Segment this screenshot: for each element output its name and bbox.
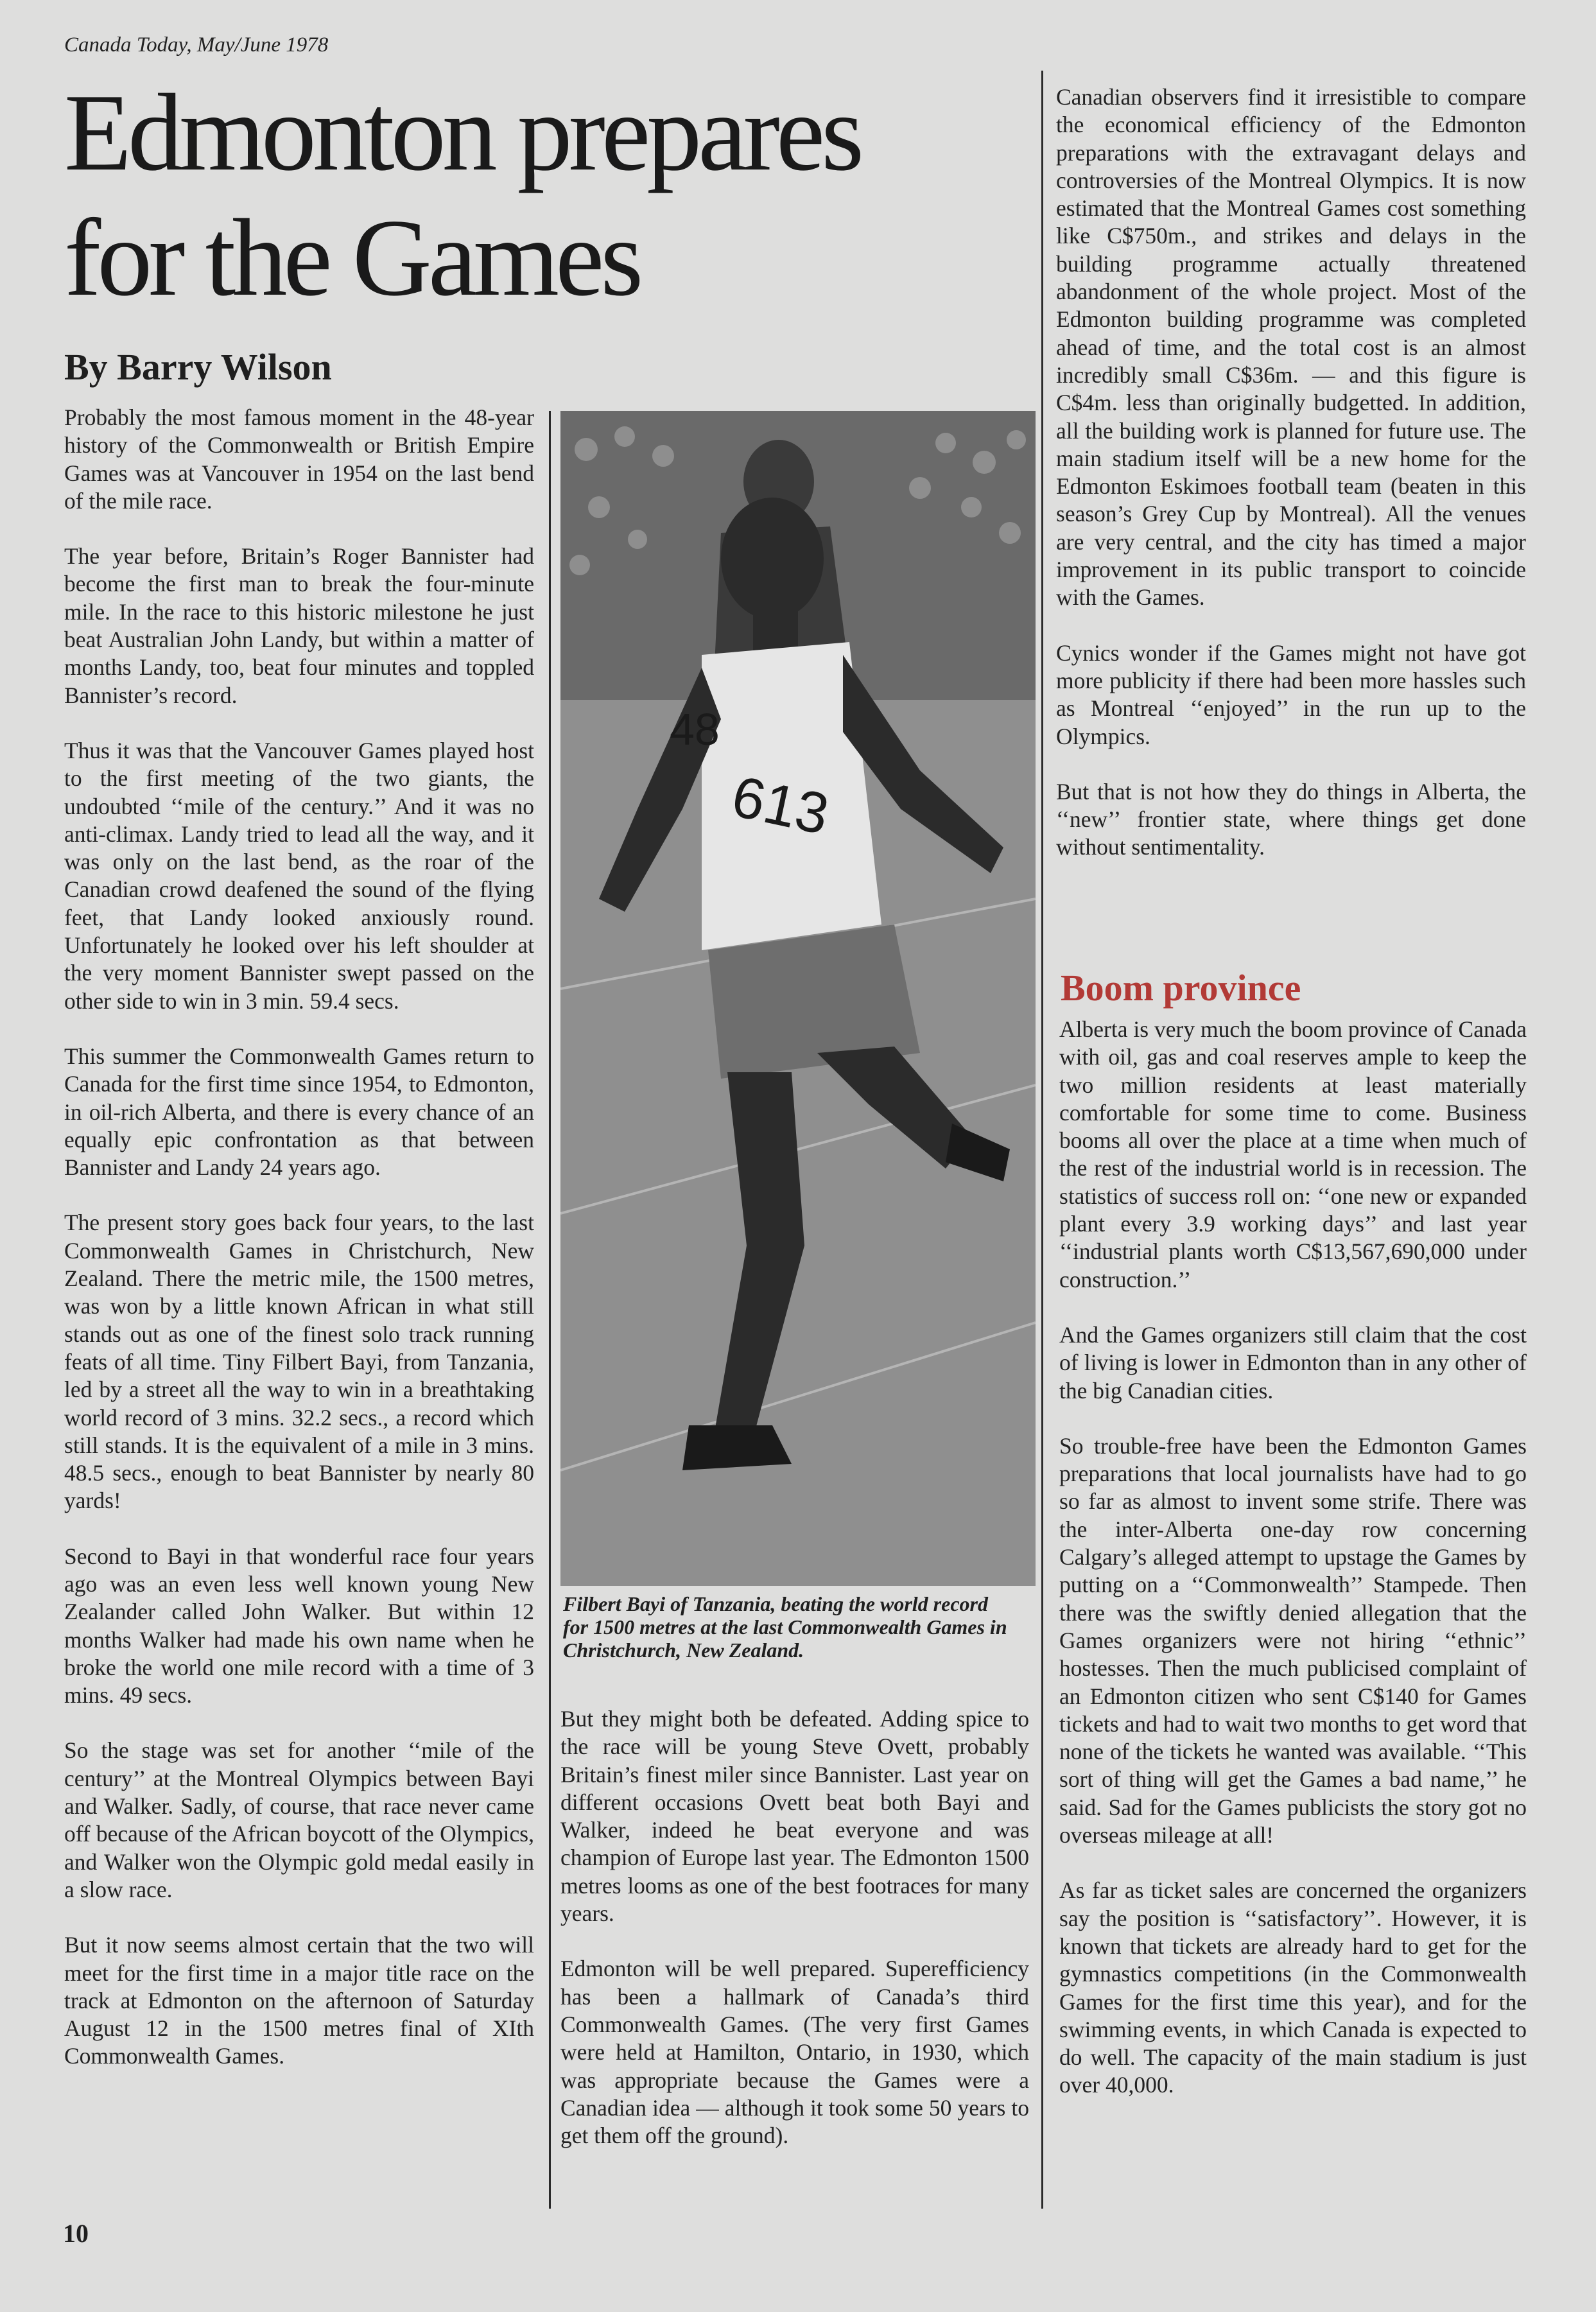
column-right <box>1056 83 1526 889</box>
byline: By Barry Wilson <box>64 346 332 388</box>
runner-photo <box>560 411 1036 1586</box>
column-right-boom-province <box>1059 1016 1527 2127</box>
paragraph: So trouble-free have been the Edmonton Games preparations that local journalists have had to go so far as almost to invent some strife. There was the inter-Alberta one-day row concerning Calgary’s alleged attempt to upstage the Games by putting on a ‘‘Commonwealth’’ Stampede. Then there was the swiftly denied allegation that the Games organizers were not hiring ‘‘ethnic’’ hostesses. Then the much publicised complaint of an Edmonton citizen who sent C$140 for Games tickets and had to wait two months to get word that none of the tickets he wanted was available. ‘‘This sort of thing will get the Games a bad name,’’ he said. Sad for the Games publicists the story got no overseas mileage at all! <box>1059 1432 1527 1848</box>
runner-bib-front: 613 <box>726 764 835 847</box>
paragraph: But that is not how they do things in Alberta, the ‘‘new’’ frontier state, where things get done without sentimentality. <box>1056 778 1526 860</box>
paragraph: And the Games organizers still claim that the cost of living is lower in Edmonton than in any other of the big Canadian cities. <box>1059 1321 1527 1404</box>
paragraph: The year before, Britain’s Roger Bannister had become the first man to break the four-minute mile. In the race to this historic milestone he just beat Australian John Landy, but within a matter of months Landy, too, beat four minutes and toppled Bannister’s record. <box>64 543 534 708</box>
photo-caption: Filbert Bayi of Tanzania, beating the world record for 1500 metres at the last Commonwealth Games in Christchurch, New Zealand. <box>563 1592 1007 1662</box>
paragraph: As far as ticket sales are concerned the organizers say the position is ‘‘satisfactory’’. However, it is known that tickets are already hard to get for the gymnastics competitions (in the Commonwealth Games for the first time this year), and for the swimming events, in which Canada is expected to do well. The capacity of the main stadium is just over 40,000. <box>1059 1877 1527 2098</box>
column-middle <box>560 1705 1029 2177</box>
paragraph: Thus it was that the Vancouver Games played host to the first meeting of the two giants, the undoubted ‘‘mile of the century.’’ And it was no anti-climax. Landy tried to lead all the way, and it was only on the last bend, as the roar of the Canadian crowd deafened the sound of the flying feet, that Landy looked anxiously round. Unfortunately he looked over his left shoulder at the very moment Bannister swept passed on the other side to win in 3 min. 59.4 secs. <box>64 737 534 1014</box>
paragraph: So the stage was set for another ‘‘mile of the century’’ at the Montreal Olympics between Bayi and Walker. Sadly, of course, that race never came off because of the African boycott of the Olympics, and Walker won the Olympic gold medal easily in a slow race. <box>64 1737 534 1902</box>
paragraph: But they might both be defeated. Adding spice to the race will be young Steve Ovett, probably Britain’s finest miler since Bannister. Last year on different occasions Ovett beat both Bayi and Walker, indeed he beat everyone and was champion of Europe last year. The Edmonton 1500 metres looms as one of the best footraces for many years. <box>560 1706 1029 1927</box>
paragraph: Probably the most famous moment in the 48-year history of the Commonwealth or British Empire Games was at Vancouver in 1954 on the last bend of the mile race. <box>64 404 534 514</box>
column-left <box>64 404 534 2098</box>
paragraph: The present story goes back four years, to the last Commonwealth Games in Christchurch, New Zealand. There the metric mile, the 1500 metres, was won by a little known African in what still stands out as one of the finest solo track running feats of all time. Tiny Filbert Bayi, from Tanzania, led by a street all the way to win in a breathtaking world record of 3 mins. 32.2 secs., a record which still stands. It is the equivalent of a mile in 3 mins. 48.5 secs., enough to beat Bannister by nearly 80 yards! <box>64 1210 534 1514</box>
paragraph: But it now seems almost certain that the two will meet for the first time in a major title race on the track at Edmonton on the afternoon of Saturday August 12 in the 1500 metres final of XIth Commonwealth Games. <box>64 1932 534 2069</box>
column-divider <box>549 411 551 2209</box>
paragraph: Cynics wonder if the Games might not have got more publicity if there had been more hassles such as Montreal ‘‘enjoyed’’ in the run up to the Olympics. <box>1056 639 1526 749</box>
column-divider <box>1041 71 1043 2209</box>
page-number: 10 <box>63 2219 89 2248</box>
paragraph: Second to Bayi in that wonderful race four years ago was an even less well known young New Zealander called John Walker. But within 12 months Walker had made his own name when he broke the world one mile record with a time of 3 mins. 49 secs. <box>64 1543 534 1708</box>
runner-photo-illustration <box>560 411 1036 1586</box>
running-head: Canada Today, May/June 1978 <box>64 33 329 56</box>
runner-bib-back: 48 <box>670 704 720 754</box>
headline: Edmonton prepares for the Games <box>64 72 861 319</box>
paragraph: Alberta is very much the boom province of Canada with oil, gas and coal reserves ample to keep the two million residents at least materially comfortable for some time to come. Business booms all over the place at a time when much of the rest of the industrial world is in recession. The statistics of success roll on: ‘‘one new or expanded plant every 3.9 working days’’ and last year ‘‘industrial plants worth C$13,567,690,000 under construction.’’ <box>1059 1016 1527 1292</box>
paragraph: Edmonton will be well prepared. Superefficiency has been a hallmark of Canada’s third Commonwealth Games. (The very first Games were held at Hamilton, Ontario, in 1930, which was appropriate because the Games were a Canadian idea — although it took some 50 years to get them off the ground). <box>560 1956 1029 2149</box>
paragraph: This summer the Commonwealth Games return to Canada for the first time since 1954, to Edmonton, in oil-rich Alberta, and there is every chance of an equally epic confrontation as that between Bannister and Landy 24 years ago. <box>64 1043 534 1181</box>
paragraph: Canadian observers find it irresistible to compare the economical efficiency of the Edmonton preparations with the extravagant delays and controversies of the Montreal Olympics. It is now estimated that the Montreal Games cost something like C$750m., and strikes and delays in the building programme actually threatened abandonment of the whole project. Most of the Edmonton building programme was completed ahead of time, and the total cost is an almost incredibly small C$36m. — and this figure is C$4m. less than originally budgetted. In addition, all the building work is planned for future use. The main stadium itself will be a new home for the Edmonton Eskimoes football team (beaten in this season’s Grey Cup by Montreal). All the venues are very central, and the city has timed a major improvement in its public transport to coincide with the Games. <box>1056 84 1526 611</box>
section-subhead: Boom province <box>1061 967 1301 1009</box>
